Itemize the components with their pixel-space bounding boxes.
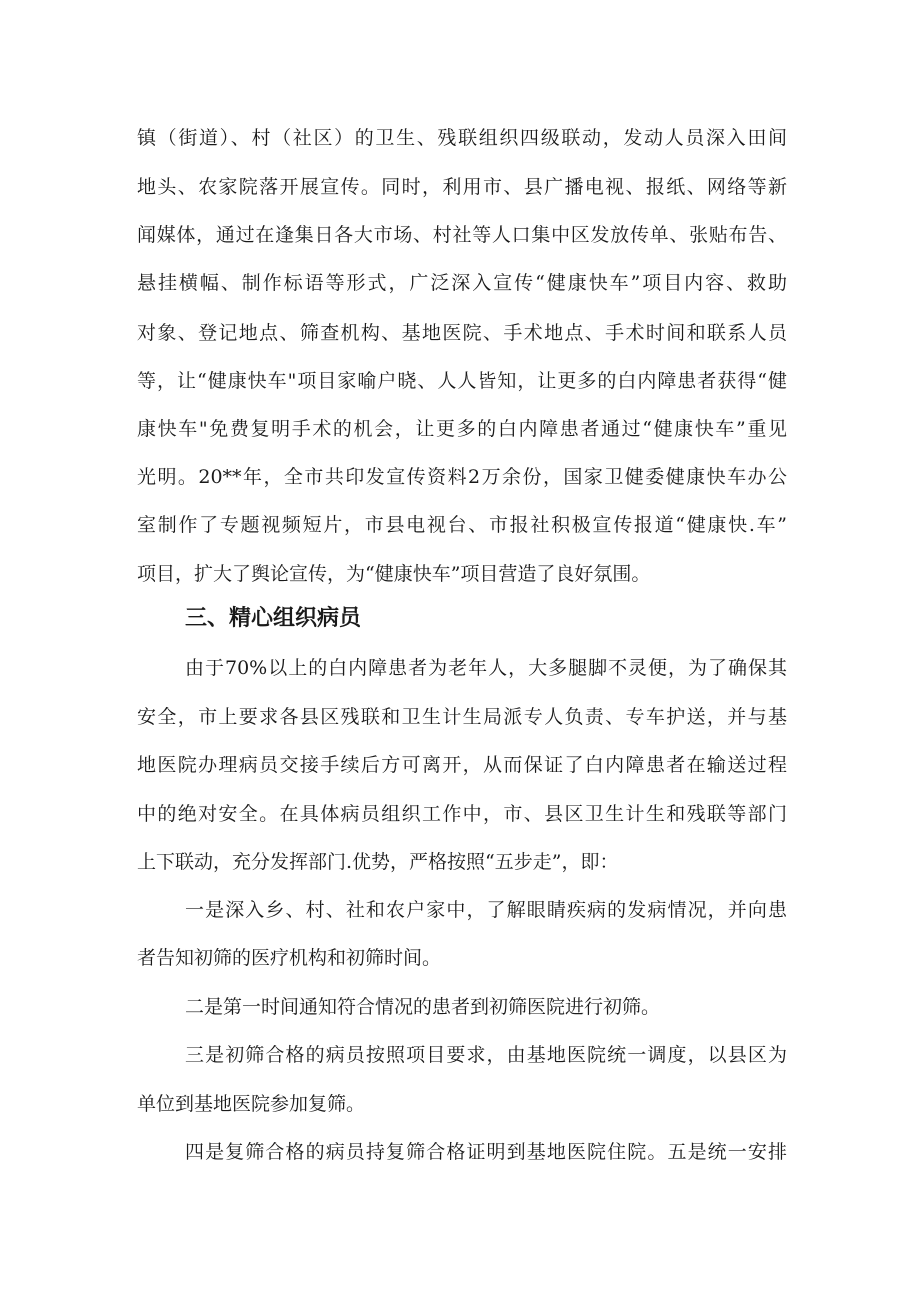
text-line: 中的绝对安全。在具体病员组织工作中，市、县区卫生计生和残联等部门 (137, 803, 787, 825)
text-line: 悬挂横幅、制作标语等形式，广泛深入宣传“健康快车”项目内容、救助 (137, 272, 787, 294)
text-line: 一是深入乡、村、社和农户家中，了解眼睛疾病的发病情况，并向患 (185, 899, 787, 921)
text-line: 单位到基地医院参加复筛。 (137, 1093, 366, 1115)
text-line: 四是复筛合格的病员持复筛合格证明到基地医院住院。五是统一安排 (185, 1141, 787, 1163)
text-line: 三是初筛合格的病员按照项目要求，由基地医院统一调度，以县区为 (185, 1044, 787, 1066)
text-line: 安全，市上要求各县区残联和卫生计生局派专人负责、专车护送，并与基 (137, 706, 787, 728)
text-line: 地头、农家院落开展宣传。同时，利用市、县广播电视、报纸、网络等新 (137, 176, 787, 198)
text-line: 光明。20**年，全市共印发宣传资料2万余份，国家卫健委健康快车办公 (137, 466, 787, 488)
text-line: 等，让“健康快车"项目家喻户晓、人人皆知，让更多的白内障患者获得“健 (137, 370, 787, 392)
text-line: 地医院办理病员交接手续后方可离开，从而保证了白内障患者在输送过程 (137, 754, 787, 776)
text-line: 上下联动，充分发挥部门.优势，严格按照“五步走”，即： (137, 851, 619, 873)
text-line: 康快车"免费复明手术的机会，让更多的白内障患者通过“健康快车”重见 (137, 418, 787, 440)
text-line: 项目，扩大了舆论宣传，为“健康快车”项目营造了良好氛围。 (137, 563, 651, 585)
text-line: 者告知初筛的医疗机构和初筛时间。 (137, 947, 442, 969)
section-heading: 三、精心组织病员 (185, 606, 362, 631)
text-line: 闻媒体，通过在逢集日各大市场、村社等人口集中区发放传单、张贴布告、 (137, 224, 787, 246)
text-line: 室制作了专题视频短片，市县电视台、市报社积极宣传报道“健康快.车” (137, 514, 787, 536)
text-line: 二是第一时间通知符合情况的患者到初筛医院进行初筛。 (185, 996, 661, 1018)
text-line: 由于70%以上的白内障患者为老年人，大多腿脚不灵便，为了确保其 (185, 657, 787, 679)
text-line: 镇（街道）、村（社区）的卫生、残联组织四级联动，发动人员深入田间 (137, 127, 787, 149)
text-line: 对象、登记地点、筛查机构、基地医院、手术地点、手术时间和联系人员 (137, 322, 787, 344)
